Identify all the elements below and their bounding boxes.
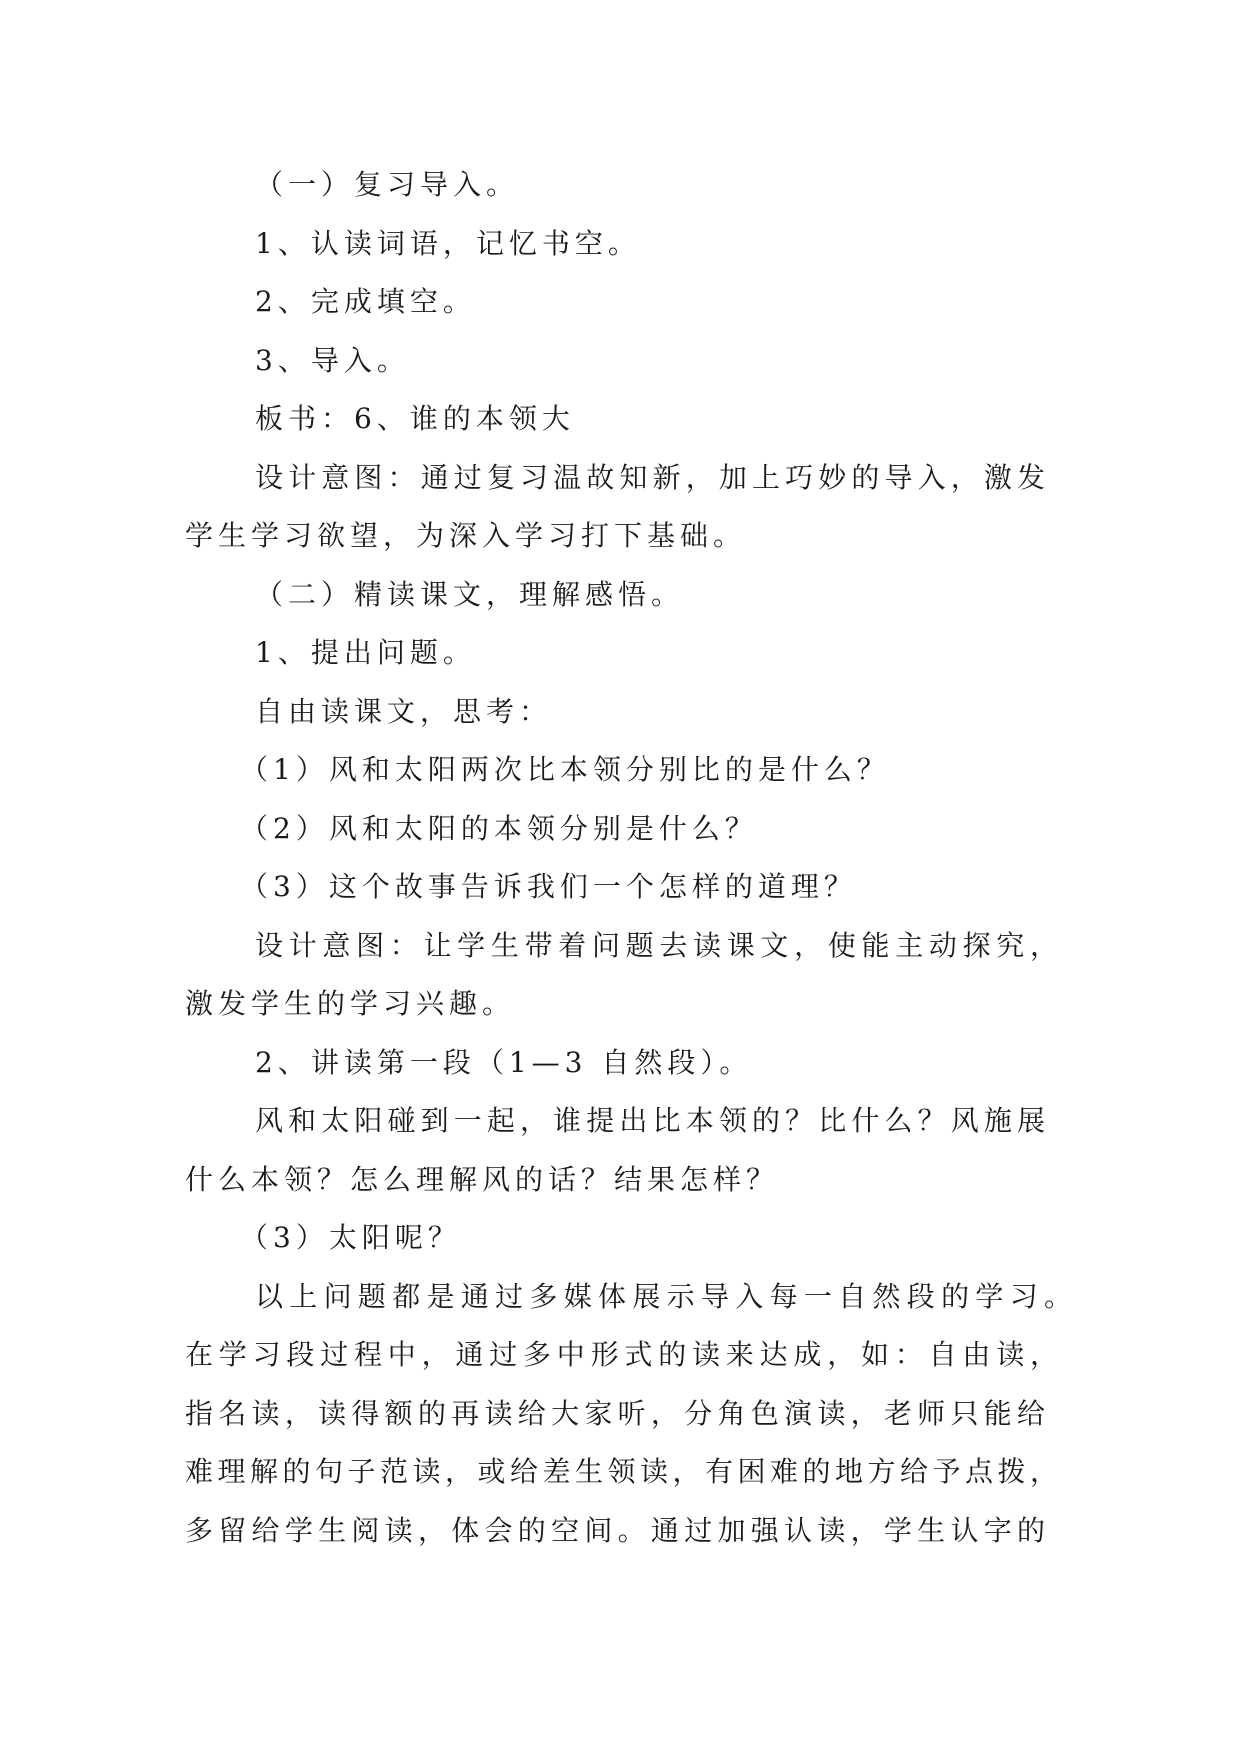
text-line: 难理解的句子范读，或给差生领读，有困难的地方给予点拨， bbox=[185, 1455, 1063, 1488]
text-line: 板书：6、谁的本领大 bbox=[255, 402, 575, 435]
text-line: 自由读课文，思考： bbox=[255, 695, 553, 728]
text-line: （1）风和太阳两次比本领分别比的是什么？ bbox=[240, 753, 890, 786]
text-line: 设计意图：通过复习温故知新，加上巧妙的导入，激发 bbox=[255, 461, 1051, 494]
text-line: 多留给学生阅读，体会的空间。通过加强认读，学生认字的 bbox=[185, 1514, 1051, 1547]
text-line: 2、讲读第一段（1—3 自然段）。 bbox=[255, 1046, 753, 1079]
text-line: 风和太阳碰到一起，谁提出比本领的？比什么？风施展 bbox=[255, 1104, 1051, 1137]
text-line: 3、导入。 bbox=[255, 344, 410, 377]
text-line: 设计意图：让学生带着问题去读课文，使能主动探究， bbox=[255, 929, 1064, 962]
text-line: （3）这个故事告诉我们一个怎样的道理？ bbox=[240, 870, 857, 903]
text-line: 什么本领？怎么理解风的话？结果怎样？ bbox=[185, 1163, 780, 1196]
text-line: 1、认读词语，记忆书空。 bbox=[255, 227, 641, 260]
text-line: 2、完成填空。 bbox=[255, 285, 476, 318]
text-line: （二）精读课文，理解感悟。 bbox=[255, 578, 685, 611]
text-line: 以上问题都是通过多媒体展示导入每一自然段的学习。 bbox=[255, 1280, 1079, 1313]
text-line: 学生学习欲望，为深入学习打下基础。 bbox=[185, 519, 747, 552]
text-line: （3）太阳呢？ bbox=[240, 1221, 461, 1254]
text-line: 激发学生的学习兴趣。 bbox=[185, 987, 516, 1020]
text-line: 在学习段过程中，通过多中形式的读来达成，如：自由读， bbox=[185, 1338, 1064, 1371]
text-line: 指名读，读得额的再读给大家听，分角色演读，老师只能给 bbox=[185, 1397, 1051, 1430]
text-line: （一）复习导入。 bbox=[255, 168, 520, 201]
text-line: 1、提出问题。 bbox=[255, 636, 476, 669]
text-line: （2）风和太阳的本领分别是什么？ bbox=[240, 812, 758, 845]
